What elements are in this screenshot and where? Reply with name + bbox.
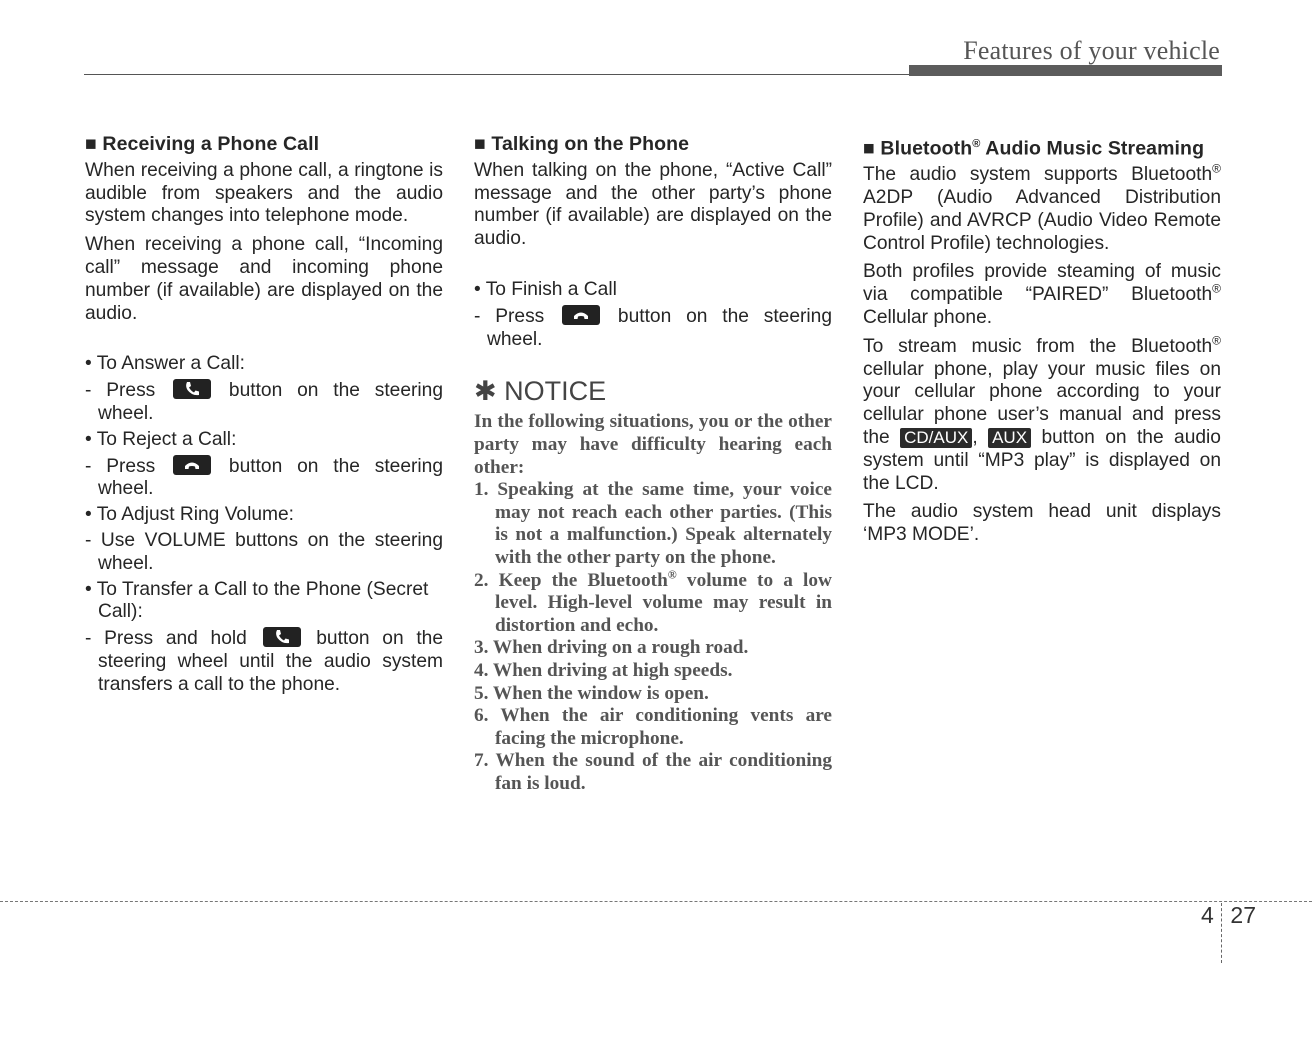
page-number: 27 — [1230, 902, 1256, 928]
cd-aux-key: CD/AUX — [900, 428, 972, 448]
instruction-text: button on the steering wheel. — [98, 380, 443, 424]
bullet-answer: • To Answer a Call: — [85, 353, 245, 375]
section-heading — [863, 133, 1221, 160]
instruction-answer — [85, 379, 443, 426]
list-item — [474, 567, 832, 638]
instruction-transfer — [85, 627, 443, 696]
section-heading: ■ Talking on the Phone — [474, 133, 690, 155]
instruction-text: button on the steering wheel. — [487, 305, 832, 350]
registered-mark: ® — [1212, 281, 1221, 296]
instruction-finish — [474, 305, 832, 352]
section-heading: ■ Receiving a Phone Call — [85, 133, 320, 155]
paragraph-text: Both profiles provide steaming of music via compatible “PAIRED” Bluetooth — [863, 261, 1221, 306]
column-bluetooth-streaming — [863, 133, 1221, 553]
heading-text: Audio Music Streaming — [980, 137, 1205, 160]
instruction-text: button on the steering wheel until the audio system transfers a call to the phone. — [98, 628, 443, 695]
paragraph-text: To stream music from the Bluetooth — [863, 335, 1213, 357]
bullet-adjust: • To Adjust Ring Volume: — [85, 504, 295, 526]
registered-mark: ® — [1212, 161, 1221, 176]
paragraph: The audio system head unit displays ‘MP3 MODE’. — [863, 501, 1221, 546]
footer-rule — [0, 901, 1312, 902]
instruction-adjust: - Use VOLUME buttons on the steering wheel. — [85, 529, 443, 574]
phone-answer-icon — [263, 627, 301, 647]
column-talking-phone — [474, 133, 832, 795]
instruction-text: - Press — [474, 305, 545, 327]
notice-title: ✱ NOTICE — [474, 376, 607, 407]
instruction-text: button on the steering wheel. — [98, 455, 443, 500]
page-number-divider — [1221, 903, 1222, 963]
heading-text: ■ Bluetooth — [863, 137, 973, 160]
notice-intro: In the following situations, you or the other party may have difficulty hearing each other: — [474, 411, 832, 478]
header-bar — [909, 65, 1222, 76]
paragraph: When receiving a phone call, a ringtone is audible from speakers and the audio system changes into telephone mode. — [85, 159, 443, 227]
instruction-text: - Press — [85, 455, 156, 477]
chapter-number: 4 — [1201, 902, 1214, 928]
paragraph — [863, 333, 1221, 496]
instruction-text: - Press and hold — [85, 628, 247, 650]
instruction-text: - Press — [85, 380, 156, 402]
bullet-finish: • To Finish a Call — [474, 278, 617, 300]
notice-body — [474, 411, 832, 795]
header-rule — [84, 74, 910, 75]
registered-mark: ® — [667, 567, 677, 582]
phone-answer-icon — [173, 379, 211, 399]
paragraph: When receiving a phone call, “Incoming call” message and incoming phone number (if available) are displayed on the audio. — [85, 234, 443, 324]
bullet-transfer: • To Transfer a Call to the Phone (Secret Call): — [85, 578, 429, 623]
bullet-reject: • To Reject a Call: — [85, 428, 237, 450]
paragraph-text: A2DP (Audio Advanced Distribution Profile) and AVRCP (Audio Video Remote Control Profile) technologies. — [863, 187, 1221, 254]
registered-mark: ® — [972, 138, 981, 150]
list-item-text: volume to a low level. High-level volume may result in distortion and echo. — [495, 569, 832, 636]
paragraph-text: cellular phone, play your music files on your cellular phone according to your cellular phone user’s manual and press the — [863, 358, 1221, 449]
paragraph — [863, 261, 1221, 329]
instruction-reject — [85, 455, 443, 502]
column-receiving-call — [85, 133, 443, 700]
separator: , — [972, 427, 978, 449]
list-item: 1. Speaking at the same time, your voice may not reach each other parties. (This is not a malfunction.) Speak alternately with the other party on the phone. — [474, 479, 832, 568]
phone-hangup-icon — [173, 455, 211, 475]
list-item: 5. When the window is open. — [474, 682, 709, 704]
page-header-title: Features of your vehicle — [963, 36, 1220, 65]
list-item: 3. When driving on a rough road. — [474, 637, 749, 659]
paragraph — [863, 161, 1221, 255]
paragraph-text: button on the audio system until “MP3 play” is displayed on the LCD. — [863, 427, 1221, 494]
paragraph: When talking on the phone, “Active Call” message and the other party’s phone number (if available) are displayed on the audio. — [474, 159, 832, 250]
list-item-text: 2. Keep the Bluetooth — [474, 569, 668, 591]
phone-hangup-icon — [562, 305, 600, 325]
list-item: 4. When driving at high speeds. — [474, 659, 733, 681]
notice-list — [474, 479, 832, 795]
paragraph-text: Cellular phone. — [863, 307, 993, 329]
aux-key: AUX — [988, 428, 1031, 448]
registered-mark: ® — [1212, 333, 1221, 348]
list-item: 6. When the air conditioning vents are facing the microphone. — [474, 705, 832, 749]
paragraph-text: The audio system supports Bluetooth — [863, 164, 1213, 186]
list-item: 7. When the sound of the air conditioning fan is loud. — [474, 750, 832, 794]
